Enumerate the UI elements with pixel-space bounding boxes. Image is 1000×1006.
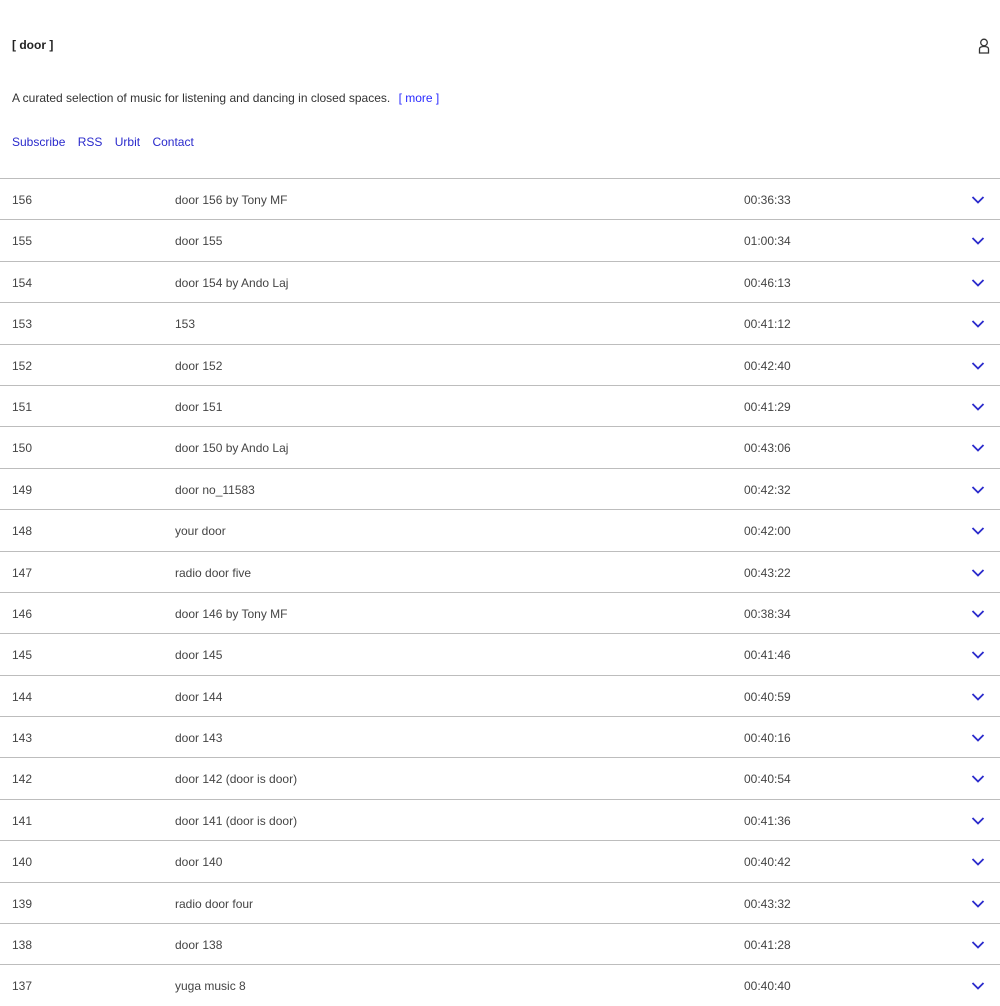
- chevron-down-icon[interactable]: [971, 278, 985, 288]
- chevron-down-icon[interactable]: [971, 733, 985, 743]
- episode-duration: 00:41:29: [744, 399, 791, 414]
- episode-number: 151: [12, 399, 33, 414]
- episode-number: 137: [12, 979, 33, 994]
- episode-row[interactable]: [0, 716, 1000, 757]
- episode-title: door 155: [175, 234, 223, 249]
- episode-title: door 138: [175, 938, 223, 953]
- episode-number: 146: [12, 606, 33, 621]
- episode-row[interactable]: [0, 468, 1000, 509]
- chevron-down-icon[interactable]: [971, 692, 985, 702]
- episode-title: door 140: [175, 855, 223, 870]
- urbit-link[interactable]: Urbit: [114, 135, 141, 149]
- episode-number: 145: [12, 648, 33, 663]
- episode-duration: 00:40:16: [744, 731, 791, 746]
- more-link[interactable]: [ more ]: [398, 91, 440, 105]
- episode-title: door 156 by Tony MF: [175, 193, 288, 207]
- episode-row[interactable]: [0, 799, 1000, 840]
- episode-title: door no_11583: [175, 482, 255, 497]
- chevron-down-icon[interactable]: [971, 981, 985, 991]
- episode-number: 150: [12, 441, 33, 456]
- chevron-down-icon[interactable]: [971, 319, 985, 329]
- episode-row[interactable]: [0, 923, 1000, 964]
- episode-duration: 00:42:40: [744, 358, 791, 373]
- episode-duration: 00:38:34: [744, 606, 791, 621]
- episode-duration: 00:42:00: [744, 524, 791, 539]
- chevron-down-icon[interactable]: [971, 236, 985, 246]
- episode-number: 155: [12, 234, 33, 249]
- episode-title: door 146 by Tony MF: [175, 606, 288, 621]
- episode-duration: 00:46:13: [744, 275, 791, 290]
- chevron-down-icon[interactable]: [971, 940, 985, 950]
- site-tagline: [12, 91, 439, 105]
- episode-number: 142: [12, 772, 33, 787]
- episode-row[interactable]: [0, 592, 1000, 633]
- chevron-down-icon[interactable]: [971, 443, 985, 453]
- episode-title: yuga music 8: [175, 979, 246, 994]
- episode-duration: 00:40:40: [744, 979, 791, 994]
- episode-number: 138: [12, 938, 33, 953]
- episode-title: your door: [175, 524, 226, 539]
- episode-row[interactable]: [0, 219, 1000, 260]
- episode-row[interactable]: [0, 882, 1000, 923]
- episode-title: door 145: [175, 648, 223, 663]
- episode-number: 154: [12, 275, 33, 290]
- episode-number: 156: [12, 193, 33, 207]
- episode-number: 153: [12, 317, 33, 332]
- episode-duration: 00:43:06: [744, 441, 791, 456]
- contact-link[interactable]: Contact: [152, 135, 194, 149]
- episode-duration: 00:41:12: [744, 317, 791, 332]
- chevron-down-icon[interactable]: [971, 816, 985, 826]
- user-icon[interactable]: [977, 38, 991, 54]
- chevron-down-icon[interactable]: [971, 526, 985, 536]
- episode-title: radio door five: [175, 565, 252, 580]
- chevron-down-icon[interactable]: [971, 402, 985, 412]
- episode-title: door 143: [175, 731, 223, 746]
- episode-row[interactable]: [0, 757, 1000, 798]
- nav-links: [12, 135, 203, 149]
- episode-number: 144: [12, 689, 33, 704]
- episode-duration: 00:43:22: [744, 565, 791, 580]
- chevron-down-icon[interactable]: [971, 195, 985, 205]
- subscribe-link[interactable]: Subscribe: [12, 135, 66, 149]
- episode-duration: 00:41:46: [744, 648, 791, 663]
- episode-duration: 00:40:59: [744, 689, 791, 704]
- episode-row[interactable]: [0, 302, 1000, 343]
- episode-row[interactable]: [0, 633, 1000, 674]
- episode-title: 153: [175, 317, 196, 332]
- chevron-down-icon[interactable]: [971, 485, 985, 495]
- episode-row[interactable]: [0, 509, 1000, 550]
- episode-title: door 144: [175, 689, 223, 704]
- episode-title: door 141 (door is door): [175, 813, 298, 828]
- episode-title: door 154 by Ando Laj: [175, 275, 289, 290]
- episode-number: 149: [12, 482, 33, 497]
- episode-row[interactable]: [0, 385, 1000, 426]
- chevron-down-icon[interactable]: [971, 774, 985, 784]
- episode-row[interactable]: [0, 426, 1000, 467]
- episode-number: 147: [12, 565, 33, 580]
- episode-duration: 00:36:33: [744, 193, 791, 207]
- episode-title: door 150 by Ando Laj: [175, 441, 289, 456]
- episode-row[interactable]: [0, 551, 1000, 592]
- rss-link[interactable]: RSS: [77, 135, 103, 149]
- episode-number: 152: [12, 358, 33, 373]
- chevron-down-icon[interactable]: [971, 650, 985, 660]
- episode-title: radio door four: [175, 896, 254, 911]
- episode-row[interactable]: [0, 840, 1000, 881]
- episode-list: [0, 178, 1000, 1006]
- episode-duration: 00:41:36: [744, 813, 791, 828]
- episode-number: 141: [12, 813, 33, 828]
- chevron-down-icon[interactable]: [971, 857, 985, 867]
- episode-number: 139: [12, 896, 33, 911]
- site-title: [ door ]: [12, 38, 54, 52]
- episode-row[interactable]: [0, 344, 1000, 385]
- episode-duration: 00:40:54: [744, 772, 791, 787]
- episode-row[interactable]: [0, 178, 1000, 219]
- chevron-down-icon[interactable]: [971, 361, 985, 371]
- episode-duration: 00:40:42: [744, 855, 791, 870]
- episode-row[interactable]: [0, 261, 1000, 302]
- episode-duration: 00:43:32: [744, 896, 791, 911]
- chevron-down-icon[interactable]: [971, 609, 985, 619]
- episode-number: 148: [12, 524, 33, 539]
- episode-row[interactable]: [0, 675, 1000, 716]
- episode-title: door 151: [175, 399, 223, 414]
- episode-duration: 00:41:28: [744, 938, 791, 953]
- episode-title: door 142 (door is door): [175, 772, 298, 787]
- tagline-text: A curated selection of music for listening and dancing in closed spaces.: [12, 91, 391, 105]
- episode-duration: 01:00:34: [744, 234, 791, 249]
- episode-number: 143: [12, 731, 33, 746]
- chevron-down-icon[interactable]: [971, 899, 985, 909]
- episode-title: door 152: [175, 358, 223, 373]
- episode-number: 140: [12, 855, 33, 870]
- site-header: [0, 0, 1000, 90]
- chevron-down-icon[interactable]: [971, 568, 985, 578]
- episode-duration: 00:42:32: [744, 482, 791, 497]
